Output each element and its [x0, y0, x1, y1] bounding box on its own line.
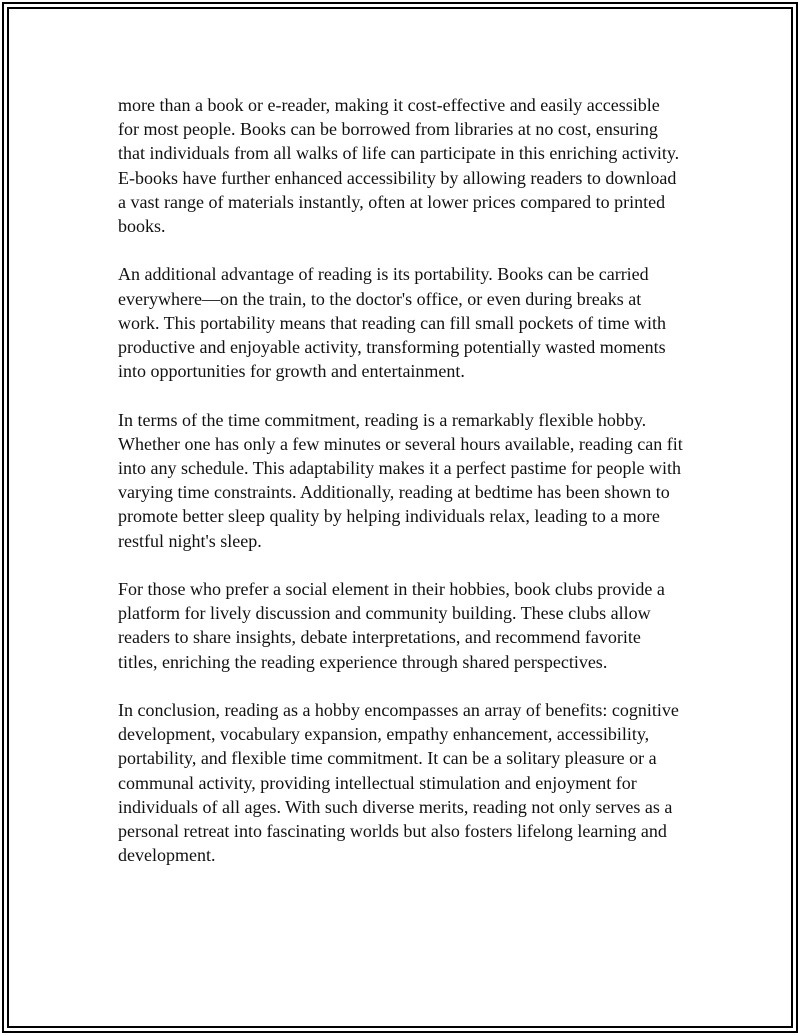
paragraph-time-commitment: In terms of the time commitment, reading is a remarkably flexible hobby. Whether one has only a few minutes or several hours available, reading can fit into any schedule. This adaptability makes it a perfect pastime for people with varying time constraints. Additionally, reading at bedtime has been shown to promote better sleep quality by helping individuals relax, leading to a more restful night's sleep.: [118, 409, 683, 551]
paragraph-accessibility: more than a book or e-reader, making it cost-effective and easily accessible for most people. Books can be borrowed from libraries at no cost, ensuring that individuals from all walks of life can participate in this enriching activity. E-books have further enhanced accessibility by allowing readers to download a vast range of materials instantly, often at lower prices compared to printed books.: [118, 95, 680, 237]
paragraph-portability: An additional advantage of reading is its portability. Books can be carried everywhere—on the train, to the doctor's office, or even during breaks at work. This portability means that reading can fill small pockets of time with productive and enjoyable activity, transforming potentially wasted moments into opportunities for growth and entertainment.: [118, 264, 667, 382]
paragraph-book-clubs: For those who prefer a social element in their hobbies, book clubs provide a platform for lively discussion and community building. These clubs allow readers to share insights, debate interpretations, and recommend favorite titles, enriching the reading experience through shared perspectives.: [118, 579, 665, 672]
document-body: [118, 93, 684, 892]
paragraph-conclusion: In conclusion, reading as a hobby encompasses an array of benefits: cognitive development, vocabulary expansion, empathy enhancement, accessibility, portability, and flexible time commitment. It can be a solitary pleasure or a communal activity, providing intellectual stimulation and enjoyment for individuals of all ages. With such diverse merits, reading not only serves as a personal retreat into fascinating worlds but also fosters lifelong learning and development.: [118, 700, 679, 866]
